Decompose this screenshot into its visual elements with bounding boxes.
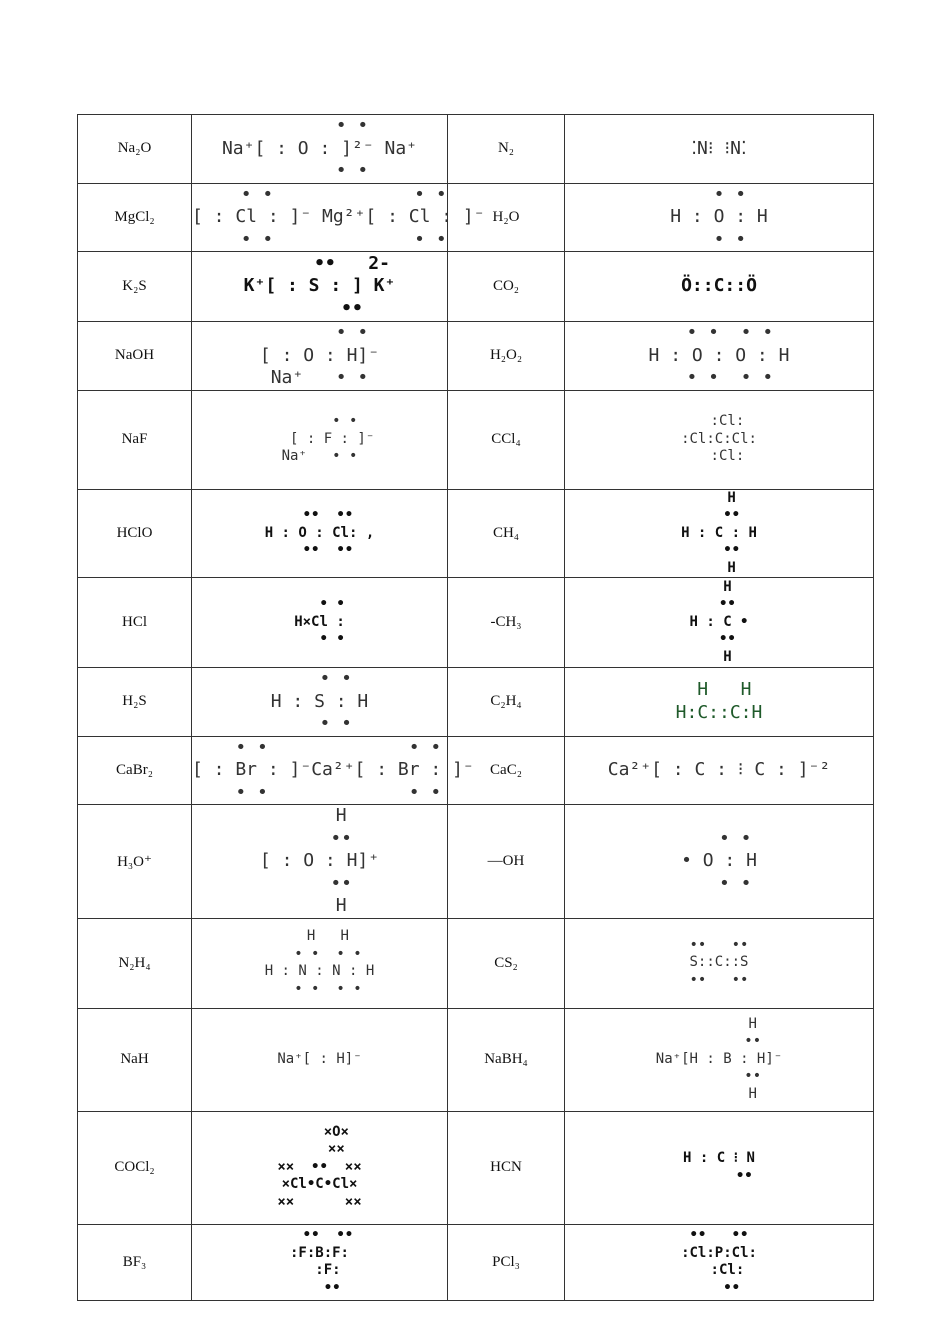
left-compound-name <box>78 1008 192 1111</box>
right-compound-name <box>448 1224 565 1300</box>
right-electron-formula <box>565 115 874 184</box>
left-name: H₂S <box>122 693 147 710</box>
left-formula: •• •• :F:B:F: :F: •• <box>289 1227 354 1296</box>
table-row <box>78 183 874 252</box>
left-compound-name <box>78 252 192 322</box>
right-compound-name <box>448 1111 565 1224</box>
left-electron-formula <box>192 805 448 919</box>
right-electron-formula <box>565 1111 874 1224</box>
left-electron-formula <box>192 736 474 805</box>
right-electron-formula <box>565 489 874 578</box>
right-formula: • • • • H : O : O : H • • • • <box>648 322 790 388</box>
right-electron-formula <box>565 183 874 252</box>
right-electron-formula <box>565 805 874 919</box>
left-electron-formula <box>192 668 448 737</box>
left-name: MgCl₂ <box>114 208 155 225</box>
right-name: —OH <box>487 852 525 869</box>
left-formula: H H • • • • H : N : N : H • • • • <box>264 928 375 997</box>
right-electron-formula <box>565 1008 874 1111</box>
right-compound-name <box>448 578 565 668</box>
table-row <box>78 1224 874 1300</box>
table-row <box>78 1008 874 1111</box>
right-formula: ⁚N⁝ ⁝N⁚ <box>691 137 747 159</box>
right-name: HCN <box>490 1159 522 1175</box>
left-formula: • • • • [ : Br : ]⁻Ca²⁺[ : Br : ]⁻ • • • • <box>192 736 474 803</box>
left-compound-name <box>78 115 192 184</box>
right-formula: H •• H : C • •• H <box>689 578 749 665</box>
right-compound-name <box>448 918 565 1008</box>
right-name: H₂O₂ <box>489 347 523 364</box>
right-formula: H H H:C::C:H <box>675 679 763 723</box>
right-electron-formula <box>565 668 874 737</box>
right-name: CH₄ <box>492 524 520 541</box>
right-name: CS₂ <box>494 954 518 971</box>
left-compound-name <box>78 736 192 805</box>
right-formula: • • H : O : H • • <box>670 183 768 250</box>
left-name: NaH <box>120 1051 149 1067</box>
left-formula: •• 2- K⁺[ : S : ] K⁺ •• <box>243 252 396 319</box>
left-formula: • • [ : F : ]⁻ Na⁺ • • <box>281 413 375 465</box>
left-name: K₂S <box>122 278 147 294</box>
table-row <box>78 736 874 805</box>
right-compound-name <box>448 1008 565 1111</box>
left-name: HClO <box>116 524 153 541</box>
right-formula: • • • O : H • • <box>681 827 757 894</box>
table-row <box>78 805 874 919</box>
right-formula: •• •• :Cl:P:Cl: :Cl: •• <box>681 1227 757 1296</box>
left-electron-formula <box>192 489 448 578</box>
right-compound-name <box>448 115 565 184</box>
left-electron-formula <box>192 115 448 184</box>
table-row <box>78 578 874 668</box>
left-compound-name <box>78 1111 192 1224</box>
table-row <box>78 489 874 578</box>
right-formula: Ö::C::Ö <box>681 275 757 297</box>
left-compound-name <box>78 578 192 668</box>
right-electron-formula <box>565 252 874 322</box>
left-compound-name <box>78 918 192 1008</box>
left-electron-formula <box>192 1111 448 1224</box>
left-formula: Na⁺[ : H]⁻ <box>277 1051 362 1068</box>
right-electron-formula <box>565 390 874 489</box>
right-name: -CH₃ <box>490 614 522 630</box>
left-compound-name <box>78 1224 192 1300</box>
right-electron-formula <box>565 1224 874 1300</box>
table-row <box>78 390 874 489</box>
table-row <box>78 918 874 1008</box>
table-row <box>78 322 874 391</box>
left-name: CaBr₂ <box>116 761 153 778</box>
right-name: C₂H₄ <box>490 693 522 710</box>
left-name: COCl₂ <box>114 1159 155 1175</box>
right-electron-formula <box>565 918 874 1008</box>
right-compound-name <box>448 322 565 391</box>
right-name: CCl₄ <box>491 431 521 447</box>
table-row <box>78 1111 874 1224</box>
right-name: PCl₃ <box>492 1253 520 1270</box>
right-name: H₂O <box>492 208 520 225</box>
right-formula: :Cl: :Cl:C:Cl: :Cl: <box>681 413 757 465</box>
left-electron-formula <box>192 322 448 391</box>
left-formula: •• •• H : O : Cl: , •• •• <box>264 507 375 558</box>
right-formula: •• •• S::C::S •• •• <box>689 936 749 988</box>
right-name: CaC₂ <box>490 761 522 778</box>
table-row <box>78 252 874 322</box>
left-formula: • • H×Cl : • • <box>294 596 345 648</box>
right-formula: Ca²⁺[ : C : ⁝ C : ]⁻² <box>607 759 831 780</box>
right-electron-formula <box>565 736 874 805</box>
left-compound-name <box>78 805 192 919</box>
right-name: NaBH₄ <box>484 1051 528 1067</box>
left-electron-formula <box>192 252 448 322</box>
right-electron-formula <box>565 578 874 668</box>
left-electron-formula <box>192 390 448 489</box>
left-name: H₃O⁺ <box>117 853 152 870</box>
left-formula: • • [ : O : H]⁻ Na⁺ • • <box>259 322 380 388</box>
left-electron-formula <box>192 1008 448 1111</box>
left-compound-name <box>78 183 192 252</box>
table-row <box>78 668 874 737</box>
right-formula: H : C ⁝ N •• <box>683 1150 755 1184</box>
right-compound-name <box>448 489 565 578</box>
left-formula: H •• [ : O : H]⁺ •• H <box>259 805 380 916</box>
right-name: N₂ <box>497 140 515 157</box>
right-name: CO₂ <box>492 278 520 294</box>
left-name: BF₃ <box>122 1253 147 1270</box>
left-electron-formula <box>192 918 448 1008</box>
left-formula: • • • • [ : Cl : ]⁻ Mg²⁺[ : Cl : ]⁻ • • • • <box>192 183 485 250</box>
table-row <box>78 115 874 184</box>
left-electron-formula <box>192 183 485 252</box>
right-compound-name <box>448 252 565 322</box>
left-electron-formula <box>192 1224 448 1300</box>
left-formula: • • Na⁺[ : O : ]²⁻ Na⁺ • • <box>221 115 418 181</box>
left-formula: ×O× ×× ×× •• ×× ×Cl•C•Cl× ×× ×× <box>277 1123 362 1210</box>
left-compound-name <box>78 322 192 391</box>
left-name: HCl <box>121 614 147 630</box>
left-name: N₂H₄ <box>118 954 151 971</box>
left-name: Na₂O <box>117 140 152 157</box>
left-formula: • • H : S : H • • <box>270 668 369 734</box>
right-compound-name <box>448 390 565 489</box>
left-compound-name <box>78 390 192 489</box>
left-compound-name <box>78 668 192 737</box>
right-compound-name <box>448 668 565 737</box>
left-name: NaOH <box>114 347 155 364</box>
left-name: NaF <box>121 431 148 447</box>
table-body <box>78 115 874 1301</box>
right-formula: H •• H : C : H •• H <box>681 489 757 576</box>
left-compound-name <box>78 489 192 578</box>
electron-dot-table <box>77 114 874 1301</box>
right-compound-name <box>448 805 565 919</box>
right-formula: H •• Na⁺[H : B : H]⁻ •• H <box>655 1015 783 1102</box>
right-electron-formula <box>565 322 874 391</box>
left-electron-formula <box>192 578 448 668</box>
